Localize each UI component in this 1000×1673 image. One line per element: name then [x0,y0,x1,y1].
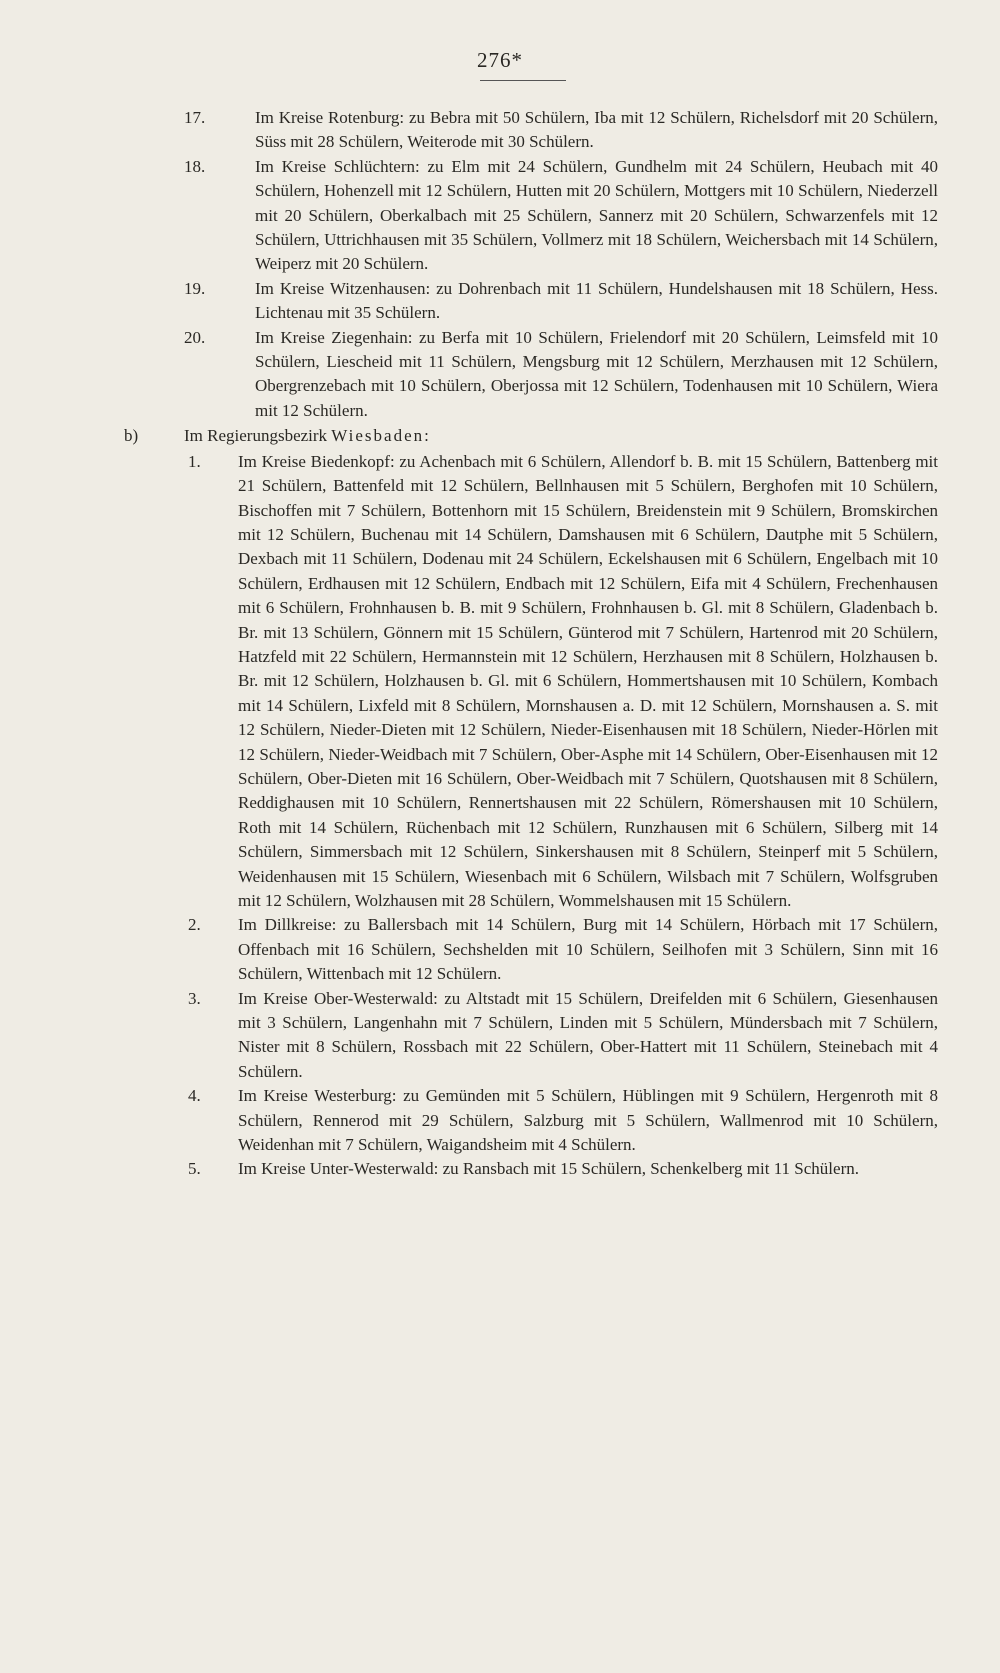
item-text: Im Kreise Schlüchtern: zu Elm mit 24 Schülern, Gundhelm mit 24 Schülern, Heubach mit 40 Schülern, Hohenzell mit 12 Schülern, Hutten mit 20 Schülern, Mottgers mit 10 Schülern, Niederzell mit 20 Schülern, Oberkalbach mit 25 Schülern, Sannerz mit 20 Schülern, Schwarzenfels mit 12 Schülern, Uttrichhausen mit 35 Schülern, Vollmerz mit 18 Schülern, Weichersbach mit 14 Schülern, Weiperz mit 20 Schülern. [255,156,938,274]
list-item [184,913,938,986]
header-rule [480,80,566,81]
page-body [124,106,938,1182]
item-number: 17. [184,108,206,127]
page-number: 276* [477,48,523,72]
list-item [184,450,938,914]
item-text: Im Kreise Unter-Westerwald: zu Ransbach mit 15 Schülern, Schenkelberg mit 11 Schülern. [238,1159,859,1179]
section-b-suffix: : [424,426,429,446]
list-item [184,987,938,1085]
item-number: 19. [184,278,206,298]
list-item [184,1084,938,1157]
item-number: 18. [184,156,206,176]
item-number: 20. [184,327,206,347]
item-text: Im Kreise Witzenhausen: zu Dohrenbach mit 11 Schülern, Hundelshausen mit 18 Schülern, Hess. Lichtenau mit 35 Schülern. [255,278,938,323]
list-item [184,326,938,424]
item-text: Im Kreise Ziegenhain: zu Berfa mit 10 Schülern, Frielendorf mit 20 Schülern, Leimsfeld mit 10 Schülern, Liescheid mit 11 Schülern, Mengsburg mit 12 Schülern, Merzhausen mit 12 Schülern, Obergrenzebach mit 10 Schülern, Oberjossa mit 12 Schülern, Todenhausen mit 10 Schülern, Wiera mit 12 Schülern. [255,327,938,420]
item-text: Im Kreise Ober-Westerwald: zu Altstadt mit 15 Schülern, Dreifelden mit 6 Schülern, Giesenhausen mit 3 Schülern, Langenhahn mit 7 Schülern, Linden mit 5 Schülern, Mündersbach mit 7 Schülern, Nister mit 8 Schülern, Rossbach mit 22 Schülern, Ober-Hattert mit 11 Schülern, Steinebach mit 4 Schülern. [238,988,938,1081]
item-number: 5. [188,1159,201,1179]
item-number: 2. [188,915,201,935]
part-a-list [184,106,938,423]
item-text: Im Kreise Rotenburg: zu Bebra mit 50 Schülern, Iba mit 12 Schülern, Richelsdorf mit 20 Schülern, Süss mit 28 Schülern, Weiterode mit 30 Schülern. [255,108,938,152]
item-number: 4. [188,1086,201,1106]
list-item [184,277,938,326]
list-item [184,1157,938,1181]
item-text: Im Kreise Biedenkopf: zu Achenbach mit 6 Schülern, Allendorf b. B. mit 15 Schülern, Battenberg mit 21 Schülern, Battenfeld mit 12 Schülern, Bellnhausen mit 5 Schülern, Berghofen mit 10 Schülern, Bischoffen mit 7 Schülern, Bottenhorn mit 15 Schülern, Breidenstein mit 9 Schülern, Bromskirchen mit 12 Schülern, Buchenau mit 14 Schülern, Damshausen mit 6 Schülern, Dautphe mit 5 Schülern, Dexbach mit 11 Schülern, Dodenau mit 24 Schülern, Eckelshausen mit 6 Schülern, Engelbach mit 10 Schülern, Erdhausen mit 12 Schülern, Endbach mit 12 Schülern, Eifa mit 4 Schülern, Frechenhausen mit 6 Schülern, Frohnhausen b. B. mit 9 Schülern, Frohnhausen b. Gl. mit 8 Schülern, Gladenbach b. Br. mit 13 Schülern, Gönnern mit 15 Schülern, Günterod mit 7 Schülern, Hartenrod mit 20 Schülern, Hatzfeld mit 22 Schülern, Hermannstein mit 12 Schülern, Herzhausen mit 8 Schülern, Holzhausen b. Br. mit 12 Schülern, Holzhausen b. Gl. mit 6 Schülern, Hommertshausen mit 10 Schülern, Kombach mit 14 Schülern, Lixfeld mit 8 Schülern, Mornshausen a. D. mit 12 Schülern, Mornshausen a. S. mit 12 Schülern, Nieder-Dieten mit 12 Schülern, Nieder-Eisenhausen mit 18 Schülern, Nieder-Hörlen mit 12 Schülern, Nieder-Weidbach mit 7 Schülern, Ober-Asphe mit 14 Schülern, Ober-Eisenhausen mit 12 Schülern, Ober-Dieten mit 16 Schülern, Ober-Weidbach mit 7 Schülern, Quotshausen mit 8 Schülern, Reddighausen mit 10 Schülern, Rennertshausen mit 22 Schülern, Römershausen mit 10 Schülern, Roth mit 14 Schülern, Rüchenbach mit 12 Schülern, Runzhausen mit 6 Schülern, Silberg mit 14 Schülern, Simmersbach mit 12 Schülern, Sinkershausen mit 8 Schülern, Steinperf mit 5 Schülern, Weidenhausen mit 15 Schülern, Wiesenbach mit 6 Schülern, Wilsbach mit 7 Schülern, Wolfsgruben mit 12 Schülern, Wolzhausen mit 28 Schülern, Wommelshausen mit 15 Schülern. [238,451,938,910]
section-b-marker: b) [124,426,139,446]
item-number: 3. [188,988,201,1008]
section-b-heading [124,424,938,448]
item-number: 1. [188,451,201,471]
section-b-prefix: Im Regierungsbezirk [184,426,332,446]
list-item [184,106,938,155]
section-b-name: Wiesbaden [331,426,425,446]
part-b-list [184,450,938,1182]
item-text: Im Kreise Westerburg: zu Gemünden mit 5 Schülern, Hüblingen mit 9 Schülern, Hergenroth mit 8 Schülern, Rennerod mit 29 Schülern, Salzburg mit 5 Schülern, Wallmenrod mit 10 Schülern, Weidenhan mit 7 Schülern, Waigandsheim mit 4 Schülern. [238,1086,938,1155]
item-text: Im Dillkreise: zu Ballersbach mit 14 Schülern, Burg mit 14 Schülern, Hörbach mit 17 Schülern, Offenbach mit 16 Schülern, Sechshelden mit 10 Schülern, Seilhofen mit 3 Schülern, Sinn mit 16 Schülern, Wittenbach mit 12 Schülern. [238,915,938,984]
list-item [184,155,938,277]
